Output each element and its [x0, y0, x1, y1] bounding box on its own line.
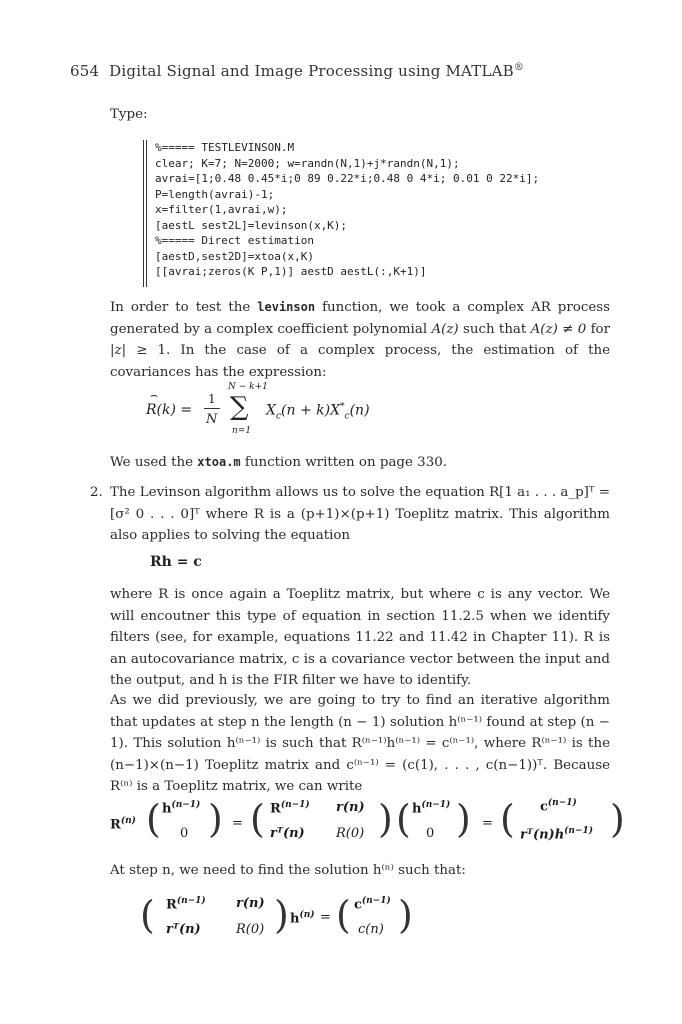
eq2-equals-2: =: [482, 816, 493, 831]
page-number: 654: [70, 62, 100, 80]
eq3-equals: =: [320, 910, 331, 925]
paragraph-iterative: As we did previously, we are going to try to find an iterative algorithm that updates at step n the length (n − 1) solution h⁽ⁿ⁻¹⁾ found at step (n − 1). This solution h⁽ⁿ⁻¹⁾ is such that R⁽ⁿ⁻¹⁾h⁽ⁿ⁻¹⁾ = c⁽ⁿ⁻¹⁾, where R⁽ⁿ⁻¹⁾ is the (n−1)×(n−1) Toeplitz matrix and c⁽ⁿ⁻¹⁾ = (c(1), . . . , c(n−1))ᵀ. Because R⁽ⁿ⁾ is a Toeplitz matrix, we can write: [110, 693, 610, 794]
eq3-h: $h^{(n)}$: [290, 910, 315, 927]
type-label: Type:: [110, 107, 148, 122]
paragraph-levinson-test: In order to test the levinson function, we took a complex AR process generated by a complex coefficient polynomial A(z) such that A(z) ≠ 0 for |z| ≥ 1. In the case of a complex process, the estimation of the covariances has the expression:: [110, 300, 610, 380]
eq2-R0: R(0): [336, 826, 365, 841]
eq2-paren-open-2: (: [250, 797, 265, 841]
running-title: Digital Signal and Image Processing using MATLAB: [109, 62, 514, 80]
running-header: [70, 62, 524, 80]
eq3-c: $c^{(n-1)}$: [354, 896, 391, 913]
eq3-rT: rᵀ(n): [166, 922, 201, 937]
code-line: x=filter(1,avrai,w);: [155, 203, 288, 216]
equation-rh-c: Rh = c: [150, 554, 202, 570]
eq2-h2: $h^{(n-1)}$: [412, 800, 451, 817]
eq2-rTh: $rᵀ(n)h^{(n-1)}$: [520, 826, 594, 843]
eq1-sum-bottom: n=1: [232, 426, 252, 436]
step-n-equation: [140, 888, 440, 958]
eq3-paren-open-1: (: [140, 893, 155, 937]
eq3-R0: R(0): [236, 922, 265, 937]
eq2-paren-open-4: (: [500, 797, 515, 841]
eq2-h: $h^{(n-1)}$: [162, 800, 201, 817]
eq2-R: $R^{(n)}$: [110, 816, 136, 833]
eq3-paren-open-2: (: [336, 893, 351, 937]
eq3-r: r(n): [236, 896, 265, 911]
paragraph-levinson-algorithm: The Levinson algorithm allows us to solve the equation R[1 a₁ . . . a_p]ᵀ = [σ² 0 . . . 0]ᵀ where R is a (p+1)×(p+1) Toeplitz matrix. This algorithm also applies to solving the equation: [110, 485, 610, 543]
eq2-paren-open-1: (: [146, 797, 161, 841]
item-number: 2.: [90, 485, 103, 500]
code-line: [[avrai;zeros(K P,1)] aestD aestL(:,K+1)]: [155, 265, 427, 278]
eq2-paren-open-3: (: [396, 797, 411, 841]
eq2-zero-2: 0: [426, 826, 435, 841]
eq1-hat: ⌢: [150, 388, 158, 402]
code-listing: [143, 140, 583, 287]
eq2-rT: rᵀ(n): [270, 826, 305, 841]
eq2-r: r(n): [336, 800, 365, 815]
eq1-lhs: R(k) =: [146, 402, 193, 418]
paragraph-step-n: At step n, we need to find the solution h⁽ⁿ⁾ such that:: [110, 863, 466, 878]
eq1-frac-den: N: [206, 412, 218, 427]
eq2-paren-close-4: ): [610, 797, 625, 841]
eq3-paren-close-2: ): [398, 893, 413, 937]
paragraph-xtoa: We used the xtoa.m function written on page 330.: [110, 455, 448, 470]
code-levinson: levinson: [257, 300, 316, 314]
eq2-paren-close-1: ): [208, 797, 223, 841]
code-line: %===== TESTLEVINSON.M: [155, 141, 295, 154]
eq1-sum-top: N − k+1: [228, 382, 268, 392]
code-line: %===== Direct estimation: [155, 234, 314, 247]
code-xtoa: xtoa.m: [197, 455, 241, 469]
eq2-paren-close-2: ): [378, 797, 393, 841]
registered-mark: ®: [513, 62, 525, 73]
eq1-sigma: ∑: [230, 392, 249, 422]
eq1-frac-num: 1: [208, 392, 216, 406]
code-line: avrai=[1;0.48 0.45*i;0 89 0.22*i;0.48 0 4*i; 0.01 0 22*i];: [155, 172, 540, 185]
eq2-Rn1: $R^{(n-1)}$: [270, 800, 310, 817]
block-matrix-equation: [110, 790, 630, 860]
eq2-c: $c^{(n-1)}$: [540, 798, 577, 815]
eq3-c-n: c(n): [358, 922, 384, 937]
eq2-equals-1: =: [232, 816, 243, 831]
paragraph-toeplitz: where R is once again a Toeplitz matrix, but where c is any vector. We will encoutner this type of equation in section 11.2.5 when we identify filters (see, for example, equations 11.22 and 11.42 in Chapter 11). R is an autocovariance matrix, c is a covariance vector between the input and the output, and h is the FIR filter we have to identify.: [110, 587, 610, 688]
eq1-frac-bar: [204, 408, 220, 409]
code-line: [aestD,sest2D]=xtoa(x,K): [155, 249, 314, 263]
code-line: P=length(avrai)-1;: [155, 187, 275, 201]
eq3-Rn1: $R^{(n-1)}$: [166, 896, 206, 913]
code-line: [aestL sest2L]=levinson(x,K);: [155, 218, 348, 232]
eq3-paren-close-1: ): [274, 893, 289, 937]
eq2-zero-1: 0: [180, 826, 189, 841]
eq1-rhs: $X_c(n + k)X^*_c(n)$: [266, 402, 370, 422]
eq2-paren-close-3: ): [456, 797, 471, 841]
code-line: clear; K=7; N=2000; w=randn(N,1)+j*randn(N,1);: [155, 156, 460, 170]
